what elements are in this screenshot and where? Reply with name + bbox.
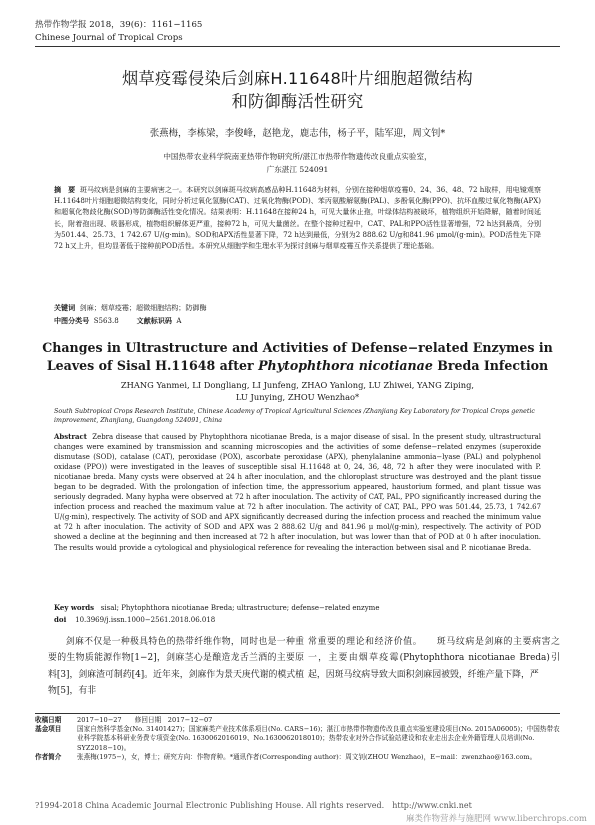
footnote-label: 作者简介 [35, 752, 62, 761]
doi-value: 10.3969/j.issn.1000−2561.2018.06.018 [75, 616, 216, 624]
doc-code-label: 文献标识码 [136, 316, 172, 325]
journal-header-cn: 热带作物学报 2018，39(6)：1161−1165 [35, 20, 203, 30]
classification [54, 315, 541, 327]
class-value: S563.8 [93, 316, 119, 325]
title-en-line2-post: Breda Infection [432, 358, 549, 373]
doi-label: doi [54, 615, 67, 624]
abstract-en-text: Zebra disease that caused by Phytophthora nicotianae Breda, is a major disease of sisal. In the present study, ultrastructural changes were examined by transmission and scanning microscopies and the activities of some defense−related enzymes (superoxide dismutase (SOD), catalase (CAT), peroxidase (POX), ascorbate peroxidase (APX), phenylalanine ammonia−lyase (PAL) and polyphenol oxidase (PPO)) were investigated in the leaves of susceptible sisal H.11648 at 0, 24, 36, 48, 72 h after they were inoculated with P. nicotianae breda. Many cysts were observed at 24 h after inoculation, and the chloroplast structure was destroyed and the plant tissue began to be degraded. With the prolongation of infection time, the appressorium appeared, haustorium formed, and plant tissue was seriously degraded. Many hypha were observed at 72 h after inoculation. The activity of CAT, PAL, PPO significantly increased during the infection process and reached the maximum value at 72 h after inoculation. The activity of CAT, PAL, PPO was 501.44, 25.73, 1 742.67 U/(g·min), respectively. The activity of SOD and APX significantly decreased during the infection process and reached the minimum value at 72 h after inoculation. The activity of SOD and APX was 2 888.62 U/g and 841.96 μ mol/(g·min), respectively. The activity of POD showed a decline at the beginning and then increased at 72 h after inoculation, but was lower than that of POD at 0 h after inoculation. The results would provide a cytological and physiological reference for revealing the interaction between sisal and P. nicotianae Breda. [54, 433, 541, 552]
affiliation-cn-line1: 中国热带农业科学院南亚热带作物研究所/湛江市热带作物遗传改良重点实验室， [163, 152, 432, 161]
footnote-received [35, 716, 560, 725]
body-column-right: 常重要的理论和经济价值。 斑马纹病是剑麻的主要病害之一，主要由烟草疫霉(Phytophthora nicotianae Breda)引起，因斑马纹病导致大面积剑麻园被毁，纤维产量下降，严 [308, 637, 560, 680]
header-rule [35, 46, 560, 47]
keywords-cn [54, 302, 541, 314]
authors-en-line2: LU Junying, ZHOU Wenzhao* [235, 392, 360, 402]
footnotes [35, 716, 560, 762]
footnote-label: 收稿日期 [35, 716, 62, 724]
authors-cn: 张燕梅，李栋梁，李俊峰，赵艳龙，鹿志伟，杨子平，陆军迎，周文钊* [149, 128, 446, 139]
authors-en-line1: ZHANG Yanmei, LI Dongliang, LI Junfeng, ZHAO Yanlong, LU Zhiwei, YANG Ziping, [120, 380, 475, 390]
affiliation-en: South Subtropical Crops Research Institute, Chinese Academy of Tropical Agricultural Sciences /Zhanjiang Key Laboratory for Tropical Crops genetic improvement, Zhanjiang, Guangdong 524091, China [54, 408, 535, 424]
body-column-left: 剑麻不仅是一种极具特色的热带纤维作物，同时也是一种重要的生物质能源作物[1−2]，剑麻茎心是酿造龙舌兰酒的主要原料[3]，剑麻渣可制药[4]。近年来，剑麻作为景天庚代谢的模式植物[5]，有非 [48, 637, 304, 696]
keywords-en-label: Key words [54, 603, 95, 612]
title-en-line2-italic: Phytophthora nicotianae [258, 358, 433, 373]
abstract-cn-label: 摘 要 [54, 185, 76, 194]
doi-line [54, 614, 541, 626]
footnote-text: 2017−10−27 修回日期 2017−12−07 [77, 716, 213, 724]
title-en-line1: Changes in Ultrastructure and Activities of Defense−related Enzymes in [42, 340, 553, 355]
journal-header-en: Chinese Journal of Tropical Crops [35, 33, 183, 43]
abstract-cn-text: 斑马纹病是剑麻的主要病害之一。本研究以剑麻斑马纹病高感品种H.11648为材料，分别在接种烟草疫霉0、24、36、48、72 h取样，用电镜观察H.11648叶片细胞超微结构变化，同时分析过氧化氢酶(CAT)、过氧化物酶(POD)、苯丙氨酸解氨酶(PAL)、多酚氧化酶(PPO)、抗坏血酸过氧化物酶(APX)和超氧化物歧化酶(SOD)等防御酶活性变化情况。结果表明：H.11648在接种24 h，可见大量休止孢，叶绿体结构被破坏，植物组织开始降解，随着时间延长，附着孢出现、吸器形成，植物组织解体更严重，接种72 h，可见大量菌丝。在整个接种过程中，CAT、PAL和PPO活性显著增强，72 h达到最高，分别为501.44、25.73、1 742.67 U/(g·min)。SOD和APX活性显著下降，72 h达到最低，分别为2 888.62 U/g和841.96 μmol/(g·min)。POD活性先下降72 h又上升，但均显著低于接种前POD活性。本研究从细胞学和生理水平为探讨剑麻与烟草疫霉互作关系提供了理论基础。 [54, 185, 541, 251]
keywords-cn-text: 剑麻；烟草疫霉；超微细胞结构；防御酶 [79, 303, 207, 312]
affiliation-cn-line2: 广东湛江 524091 [266, 165, 329, 174]
abstract-en [54, 432, 541, 553]
footnote-rule [35, 713, 560, 714]
keywords-cn-label: 关键词 [54, 303, 76, 312]
abstract-cn [54, 184, 541, 251]
watermark: 麻类作物营养与施肥网 www.liberchrops.com [405, 814, 587, 824]
abstract-en-label: Abstract [54, 432, 87, 441]
keywords-en [54, 602, 541, 614]
doc-code-value: A [176, 316, 182, 325]
footnote-funding [35, 725, 560, 753]
title-cn-line2: 和防御酶活性研究 [231, 92, 364, 111]
title-en-line2-pre: Leaves of Sisal H.11648 after [46, 358, 259, 373]
footnote-label: 基金项目 [35, 725, 62, 734]
class-label: 中图分类号 [54, 316, 90, 325]
title-en-line2 [40, 357, 555, 374]
footnote-author [35, 753, 560, 762]
keywords-en-text: sisal; Phytophthora nicotianae Breda; ultrastructure; defense−related enzyme [100, 604, 380, 612]
footnote-text: 张燕梅(1975−)，女，博士；研究方向：作物育种。*通讯作者(Corresponding author)：周文钊(ZHOU Wenzhao)，E−mail：zwenzhao@163.com。 [77, 752, 537, 761]
title-cn-line1: 烟草疫霉侵染后剑麻H.11648叶片细胞超微结构 [122, 69, 473, 88]
footer-copyright: ?1994-2018 China Academic Journal Electronic Publishing House. All rights reserved. http://www.cnki.net [35, 801, 472, 810]
footnote-text: 国家自然科学基金(No. 31401427)；国家麻类产业技术体系项目(No. CARS−16)；湛江市热带作物遗传改良重点实验室建设项目(No. 2015A06005)；中国热带农业科学院基本科研业务费专项资金(No. 1630062016019、No.1630062018010)；热带农业对外合作试验站建设和农业走出去企业外籍管理人员培训(No. SYZ2018−10)。 [77, 725, 560, 752]
